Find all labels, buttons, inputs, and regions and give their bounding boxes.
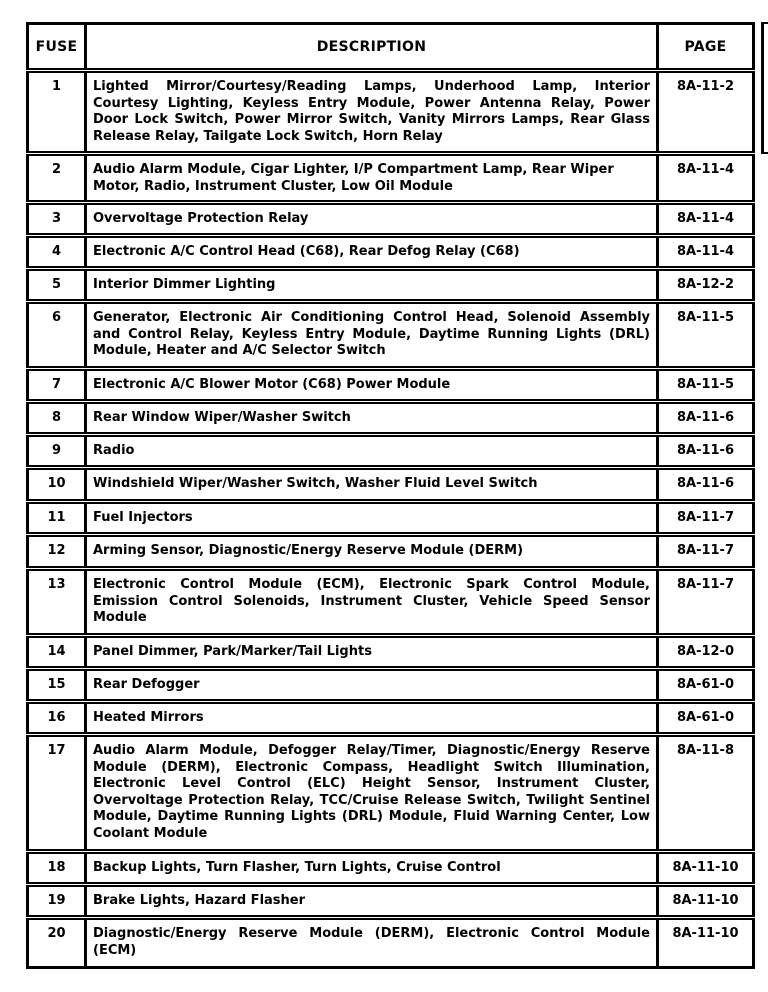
fuse-number: 20 <box>28 918 86 968</box>
table-row <box>28 918 754 968</box>
page-reference: 8A-61-0 <box>658 702 754 735</box>
page-edge-bracket <box>761 22 768 154</box>
table-body <box>28 71 754 968</box>
fuse-description: Electronic A/C Control Head (C68), Rear Defog Relay (C68) <box>86 236 658 269</box>
fuse-number: 12 <box>28 535 86 569</box>
table-header-row <box>28 24 754 71</box>
fuse-description: Panel Dimmer, Park/Marker/Tail Lights <box>86 636 658 669</box>
page-reference: 8A-11-10 <box>658 885 754 918</box>
table-row <box>28 302 754 369</box>
fuse-description: Overvoltage Protection Relay <box>86 203 658 236</box>
table-row <box>28 435 754 468</box>
page-reference: 8A-11-7 <box>658 502 754 535</box>
fuse-description: Audio Alarm Module, Cigar Lighter, I/P Compartment Lamp, Rear Wiper Motor, Radio, Instrument Cluster, Low Oil Module <box>86 154 658 203</box>
table-row <box>28 669 754 702</box>
table-row <box>28 369 754 402</box>
fuse-number: 3 <box>28 203 86 236</box>
table-row <box>28 636 754 669</box>
fuse-description: Brake Lights, Hazard Flasher <box>86 885 658 918</box>
fuse-number: 15 <box>28 669 86 702</box>
fuse-description: Electronic A/C Blower Motor (C68) Power Module <box>86 369 658 402</box>
page-reference: 8A-11-4 <box>658 236 754 269</box>
table-row <box>28 535 754 569</box>
fuse-description: Interior Dimmer Lighting <box>86 269 658 302</box>
header-description: DESCRIPTION <box>86 24 658 71</box>
fuse-description: Radio <box>86 435 658 468</box>
page-reference: 8A-11-5 <box>658 302 754 369</box>
table-row <box>28 502 754 535</box>
table-row <box>28 402 754 435</box>
fuse-number: 2 <box>28 154 86 203</box>
fuse-description: Backup Lights, Turn Flasher, Turn Lights, Cruise Control <box>86 852 658 885</box>
page-reference: 8A-11-6 <box>658 402 754 435</box>
table-row <box>28 852 754 885</box>
fuse-number: 1 <box>28 71 86 154</box>
fuse-number: 13 <box>28 569 86 636</box>
fuse-description: Audio Alarm Module, Defogger Relay/Timer, Diagnostic/Energy Reserve Module (DERM), Electronic Compass, Headlight Switch Illumination, Electronic Level Control (ELC) Height Sensor, Instrument Cluster, Overvoltage Protection Relay, TCC/Cruise Release Switch, Twilight Sentinel Module, Daytime Running Lights (DRL) Module, Fluid Warning Center, Low Coolant Module <box>86 735 658 852</box>
fuse-description: Rear Defogger <box>86 669 658 702</box>
table-row <box>28 569 754 636</box>
table-row <box>28 702 754 735</box>
fuse-description: Lighted Mirror/Courtesy/Reading Lamps, Underhood Lamp, Interior Courtesy Lighting, Keyless Entry Module, Power Antenna Relay, Power Door Lock Switch, Power Mirror Switch, Vanity Mirrors Lamps, Rear Glass Release Relay, Tailgate Lock Switch, Horn Relay <box>86 71 658 154</box>
table-row <box>28 203 754 236</box>
page-reference: 8A-11-10 <box>658 918 754 968</box>
fuse-description: Fuel Injectors <box>86 502 658 535</box>
fuse-description: Arming Sensor, Diagnostic/Energy Reserve Module (DERM) <box>86 535 658 569</box>
fuse-number: 4 <box>28 236 86 269</box>
fuse-number: 11 <box>28 502 86 535</box>
fuse-number: 8 <box>28 402 86 435</box>
page-reference: 8A-11-6 <box>658 468 754 502</box>
table-row <box>28 885 754 918</box>
page-reference: 8A-11-8 <box>658 735 754 852</box>
table-row <box>28 269 754 302</box>
fuse-number: 18 <box>28 852 86 885</box>
fuse-description: Rear Window Wiper/Washer Switch <box>86 402 658 435</box>
fuse-number: 17 <box>28 735 86 852</box>
fuse-number: 16 <box>28 702 86 735</box>
page-reference: 8A-11-10 <box>658 852 754 885</box>
page-reference: 8A-11-4 <box>658 154 754 203</box>
fuse-number: 9 <box>28 435 86 468</box>
fuse-description: Electronic Control Module (ECM), Electronic Spark Control Module, Emission Control Solenoids, Instrument Cluster, Vehicle Speed Sensor Module <box>86 569 658 636</box>
header-page: PAGE <box>658 24 754 71</box>
table-row <box>28 468 754 502</box>
table-row <box>28 71 754 154</box>
header-fuse: FUSE <box>28 24 86 71</box>
fuse-table <box>26 22 755 969</box>
page-reference: 8A-11-4 <box>658 203 754 236</box>
fuse-number: 10 <box>28 468 86 502</box>
page-reference: 8A-11-5 <box>658 369 754 402</box>
page-reference: 8A-61-0 <box>658 669 754 702</box>
page-reference: 8A-12-0 <box>658 636 754 669</box>
table-row <box>28 154 754 203</box>
fuse-number: 5 <box>28 269 86 302</box>
page-reference: 8A-11-7 <box>658 569 754 636</box>
fuse-description: Generator, Electronic Air Conditioning Control Head, Solenoid Assembly and Control Relay, Keyless Entry Module, Daytime Running Lights (DRL) Module, Heater and A/C Selector Switch <box>86 302 658 369</box>
fuse-number: 7 <box>28 369 86 402</box>
page-reference: 8A-12-2 <box>658 269 754 302</box>
fuse-description: Diagnostic/Energy Reserve Module (DERM), Electronic Control Module (ECM) <box>86 918 658 968</box>
page-reference: 8A-11-6 <box>658 435 754 468</box>
table-row <box>28 236 754 269</box>
fuse-number: 6 <box>28 302 86 369</box>
fuse-description: Windshield Wiper/Washer Switch, Washer Fluid Level Switch <box>86 468 658 502</box>
fuse-description: Heated Mirrors <box>86 702 658 735</box>
table-row <box>28 735 754 852</box>
fuse-number: 14 <box>28 636 86 669</box>
page-reference: 8A-11-2 <box>658 71 754 154</box>
fuse-number: 19 <box>28 885 86 918</box>
page-reference: 8A-11-7 <box>658 535 754 569</box>
